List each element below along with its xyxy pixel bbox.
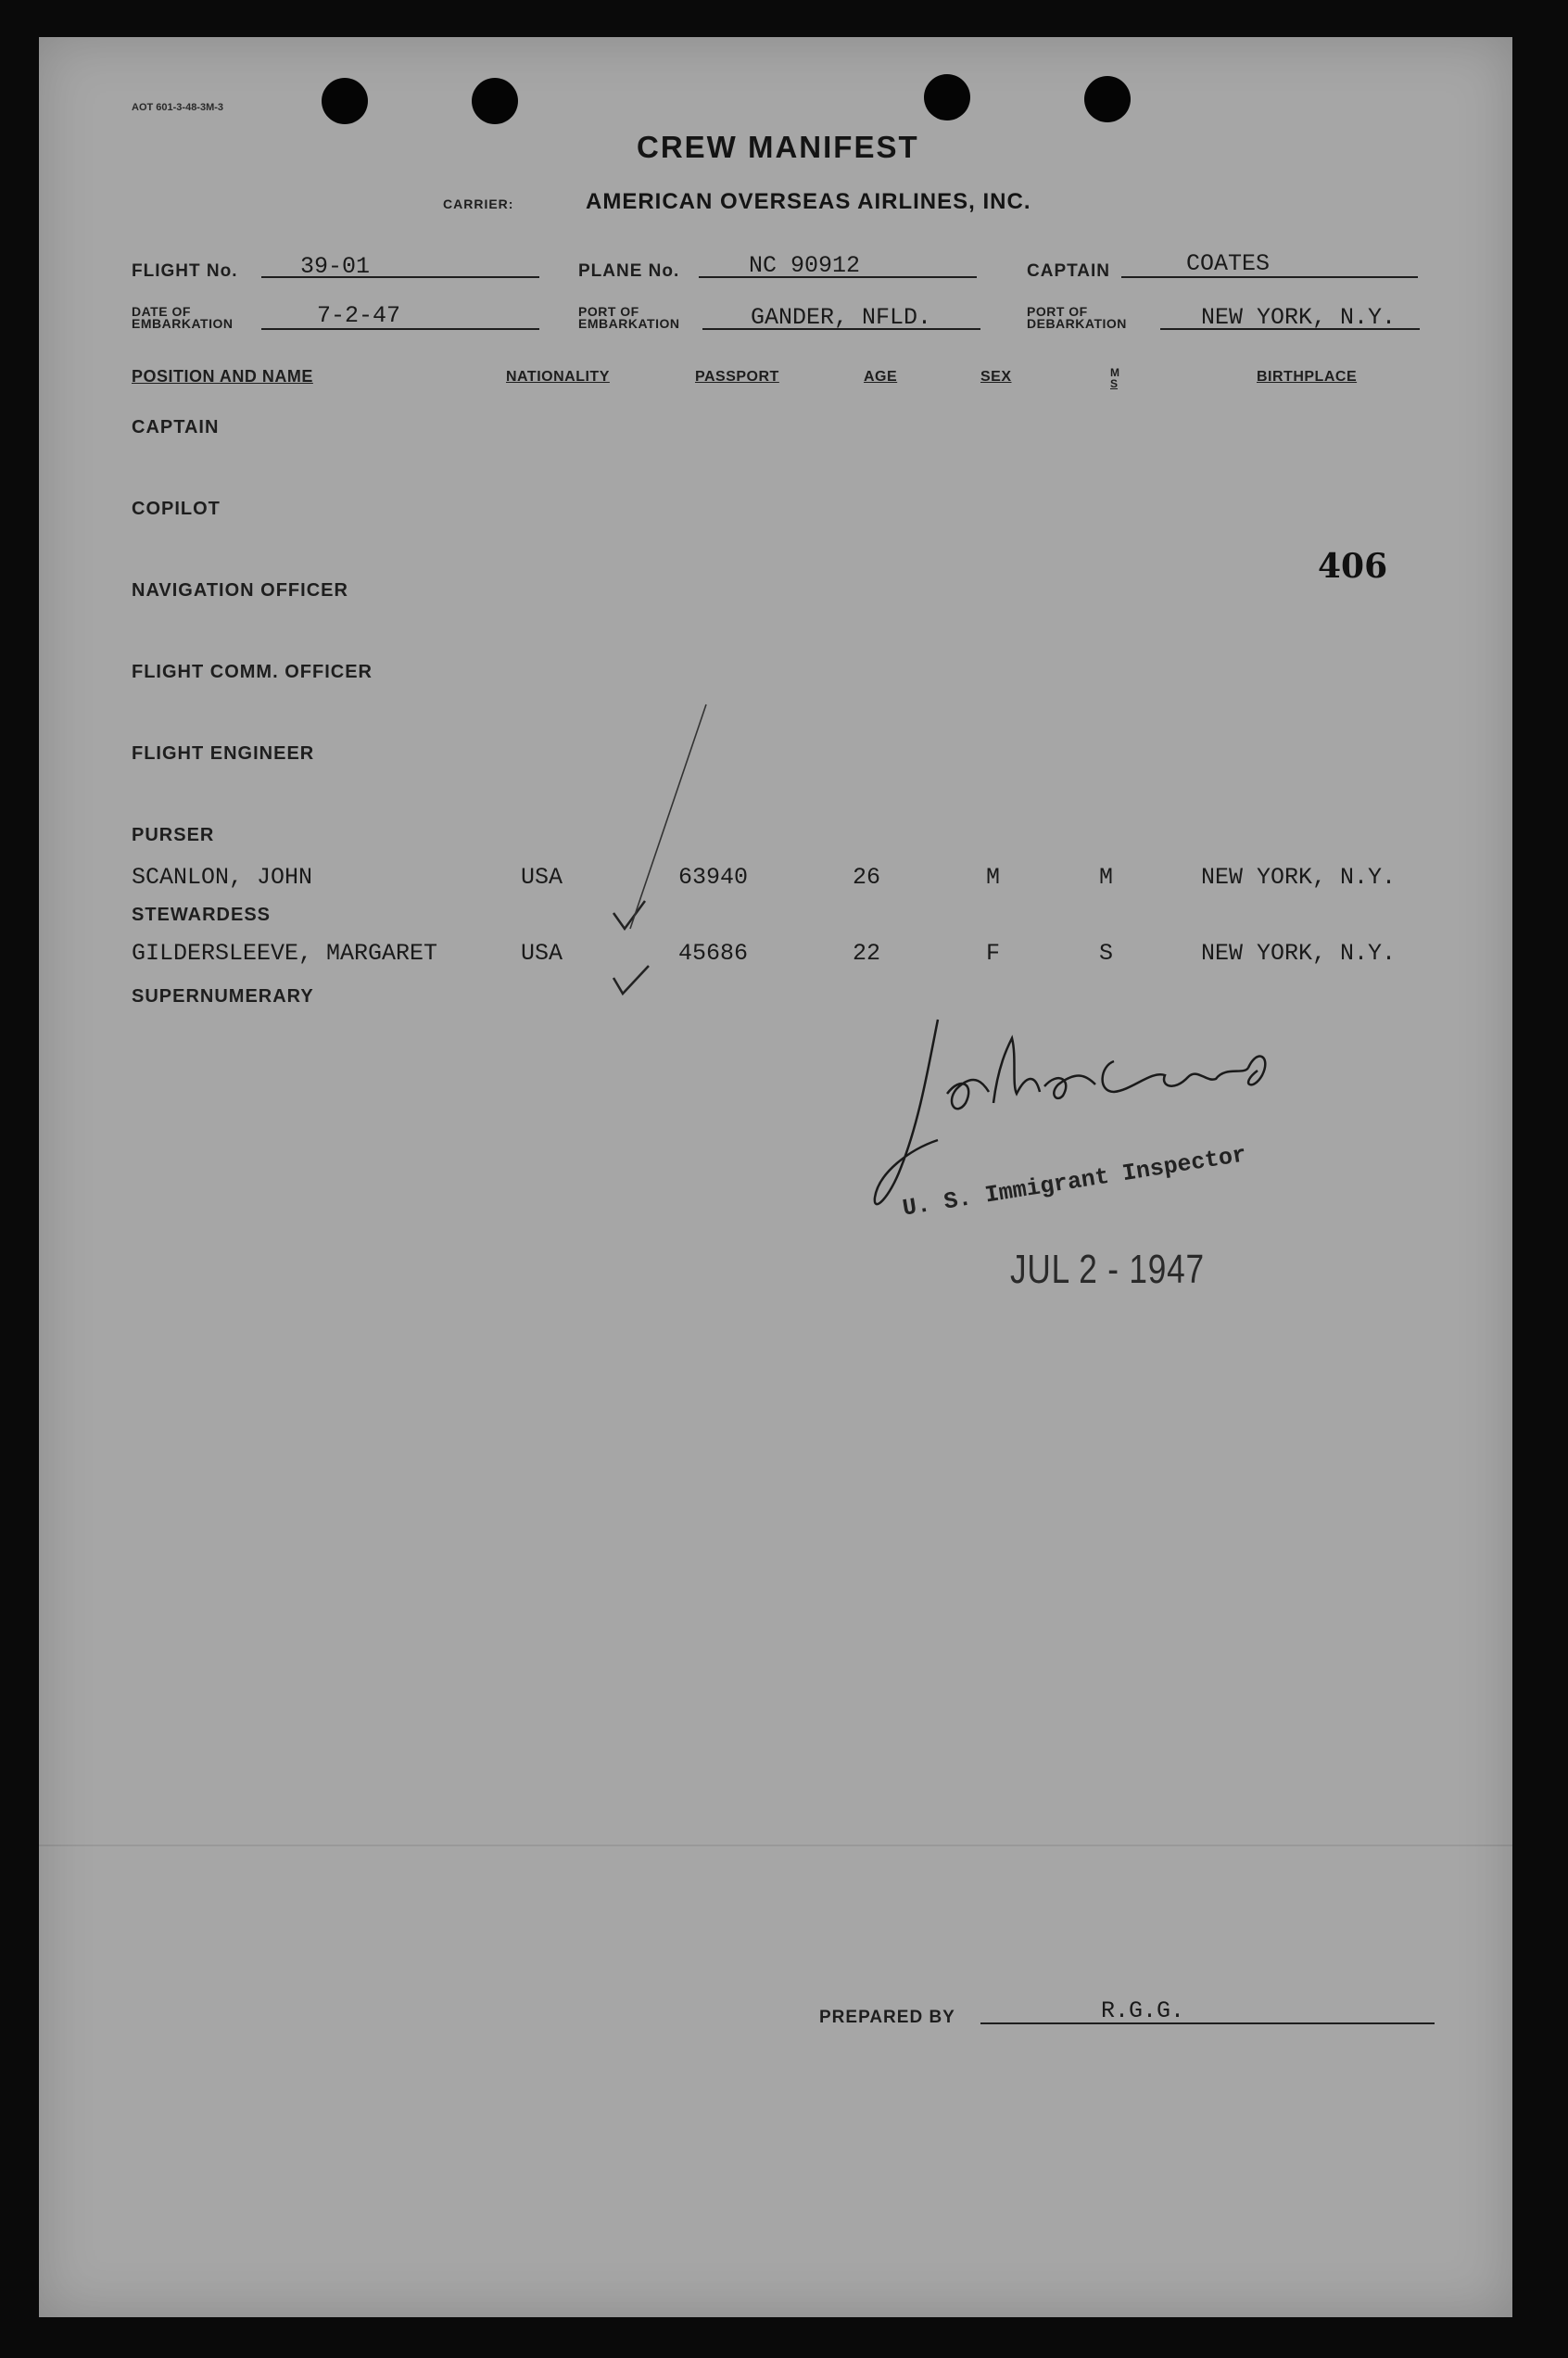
col-marital-s: S xyxy=(1110,377,1119,390)
flight-label: FLIGHT No. xyxy=(132,261,238,281)
crew-nationality: USA xyxy=(521,864,563,891)
punch-hole-4 xyxy=(1084,76,1131,122)
col-marital xyxy=(1110,367,1119,389)
page-number: 406 xyxy=(1318,547,1388,586)
crew-name: GILDERSLEEVE, MARGARET xyxy=(132,940,438,967)
check-marks xyxy=(576,686,743,1001)
position-comm: FLIGHT COMM. OFFICER xyxy=(132,662,373,682)
crew-passport: 63940 xyxy=(678,864,749,891)
position-navigation: NAVIGATION OFFICER xyxy=(132,580,348,601)
carrier-name: AMERICAN OVERSEAS AIRLINES, INC. xyxy=(586,189,1031,214)
port-embarkation: GANDER, NFLD. xyxy=(751,304,932,331)
punch-hole-2 xyxy=(472,78,518,124)
col-marital-m: M xyxy=(1110,366,1119,379)
port-debarkation-label xyxy=(1027,306,1127,330)
manifest-sheet xyxy=(39,37,1512,2317)
port-deb-label-line-1: PORT OF xyxy=(1027,304,1088,319)
stamp-date: JUL 2 - 1947 xyxy=(1010,1247,1205,1292)
date-label-line-1: DATE OF xyxy=(132,304,191,319)
crew-age: 22 xyxy=(853,940,881,967)
prepared-by-value: R.G.G. xyxy=(1101,1997,1185,2024)
embarkation-date: 7-2-47 xyxy=(317,302,401,329)
prepared-by-line xyxy=(980,2022,1435,2024)
port-emb-label-line-2: EMBARKATION xyxy=(578,316,680,331)
punch-hole-3 xyxy=(924,74,970,120)
date-label-line-2: EMBARKATION xyxy=(132,316,234,331)
crew-sex: F xyxy=(986,940,1001,967)
port-embarkation-label xyxy=(578,306,679,330)
carrier-label: CARRIER: xyxy=(443,196,514,211)
fold-line xyxy=(39,1845,1512,1846)
crew-nationality: USA xyxy=(521,940,563,967)
position-stewardess: STEWARDESS xyxy=(132,905,272,925)
captain-name: COATES xyxy=(1186,250,1271,277)
crew-marital: M xyxy=(1099,864,1114,891)
col-nationality: NATIONALITY xyxy=(506,369,610,385)
port-debarkation: NEW YORK, N.Y. xyxy=(1201,304,1397,331)
crew-passport: 45686 xyxy=(678,940,749,967)
date-label xyxy=(132,306,233,330)
port-deb-label-line-2: DEBARKATION xyxy=(1027,316,1127,331)
prepared-by-label: PREPARED BY xyxy=(819,2008,955,2027)
flight-number: 39-01 xyxy=(300,253,371,280)
col-position: POSITION AND NAME xyxy=(132,367,313,386)
form-code: AOT 601-3-48-3M-3 xyxy=(132,102,224,113)
col-age: AGE xyxy=(864,369,898,385)
position-copilot: COPILOT xyxy=(132,499,221,519)
col-passport: PASSPORT xyxy=(695,369,779,385)
position-purser: PURSER xyxy=(132,825,215,845)
port-emb-label-line-1: PORT OF xyxy=(578,304,639,319)
col-sex: SEX xyxy=(980,369,1012,385)
crew-marital: S xyxy=(1099,940,1114,967)
position-captain: CAPTAIN xyxy=(132,417,220,437)
crew-sex: M xyxy=(986,864,1001,891)
crew-birthplace: NEW YORK, N.Y. xyxy=(1201,940,1397,967)
position-supernumerary: SUPERNUMERARY xyxy=(132,986,314,1007)
plane-label: PLANE No. xyxy=(578,261,680,281)
document-title: CREW MANIFEST xyxy=(637,130,919,164)
crew-birthplace: NEW YORK, N.Y. xyxy=(1201,864,1397,891)
col-birthplace: BIRTHPLACE xyxy=(1257,369,1358,385)
position-engineer: FLIGHT ENGINEER xyxy=(132,743,315,764)
crew-age: 26 xyxy=(853,864,881,891)
punch-hole-1 xyxy=(322,78,368,124)
plane-number: NC 90912 xyxy=(749,252,861,279)
inspector-stamp: U. S. Immigrant Inspector xyxy=(901,1141,1248,1223)
captain-label: CAPTAIN xyxy=(1027,261,1111,281)
crew-name: SCANLON, JOHN xyxy=(132,864,313,891)
